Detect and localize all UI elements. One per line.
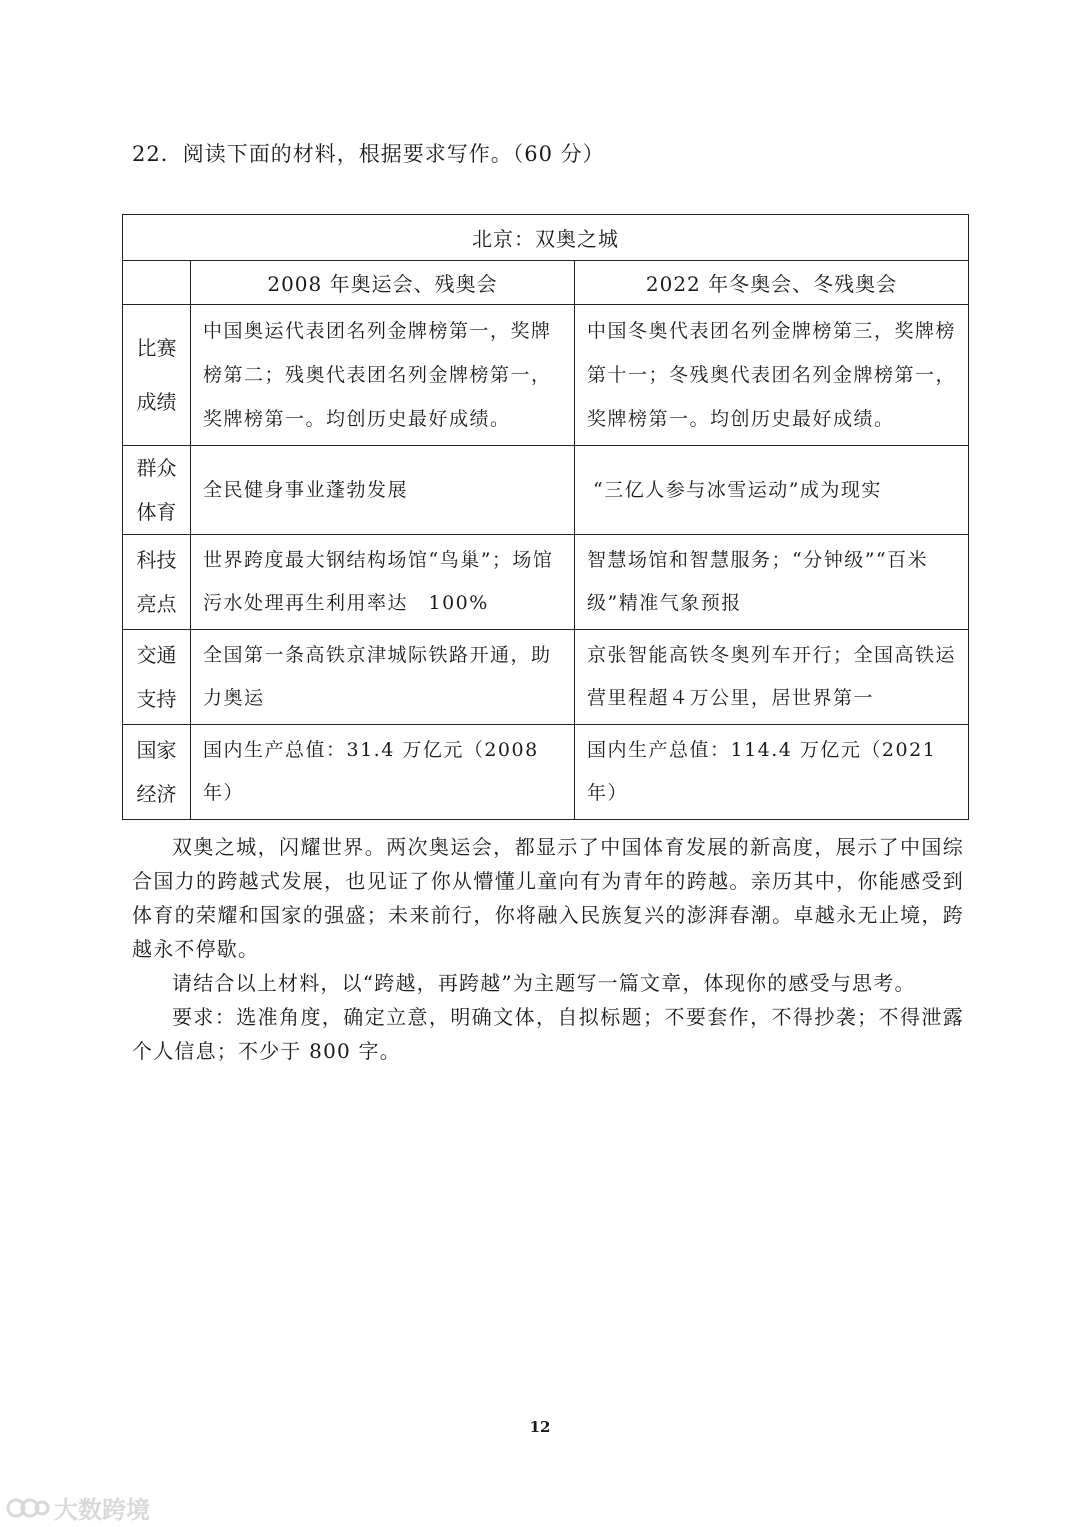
table-caption-row xyxy=(123,215,969,261)
cell-2022-transport: 京张智能高铁冬奥列车开行；全国高铁运营里程超４万公里，居世界第一 xyxy=(575,630,969,725)
cell-2022-technology: 智慧场馆和智慧服务；“分钟级”“百米级”精准气象预报 xyxy=(575,535,969,630)
passage-paragraph: 请结合以上材料，以“跨越，再跨越”为主题写一篇文章，体现你的感受与思考。 xyxy=(172,971,916,995)
table-row xyxy=(123,725,969,820)
cell-2022-results: 中国冬奥代表团名列金牌榜第三，奖牌榜第十一；冬残奥代表团名列金牌榜第一，奖牌榜第一。均创历史最好成绩。 xyxy=(575,305,969,446)
page-number: 12 xyxy=(529,1418,551,1436)
row-label-mass-sports: 群众 体育 xyxy=(123,446,191,535)
table-row xyxy=(123,630,969,725)
cell-2008-results: 中国奥运代表团名列金牌榜第一，奖牌榜第二；残奥代表团名列金牌榜第一，奖牌榜第一。均创历史最好成绩。 xyxy=(191,305,575,446)
row-label-technology: 科技 亮点 xyxy=(123,535,191,630)
cell-2008-economy: 国内生产总值：31.4 万亿元（2008 年） xyxy=(191,725,575,820)
header-2022: 2022 年冬奥会、冬残奥会 xyxy=(575,261,969,305)
watermark xyxy=(6,1490,150,1525)
table-row xyxy=(123,535,969,630)
cell-2008-technology: 世界跨度最大钢结构场馆“鸟巢”；场馆污水处理再生利用率达 100% xyxy=(191,535,575,630)
row-label-results: 比赛 成绩 xyxy=(123,305,191,446)
table-row xyxy=(123,446,969,535)
cell-2008-transport: 全国第一条高铁京津城际铁路开通，助力奥运 xyxy=(191,630,575,725)
watermark-logo-icon xyxy=(6,1496,50,1520)
cell-2022-mass-sports: “三亿人参与冰雪运动”成为现实 xyxy=(575,446,969,535)
table-row xyxy=(123,305,969,446)
row-label-economy: 国家 经济 xyxy=(123,725,191,820)
material-table xyxy=(122,214,969,820)
question-title: 22．阅读下面的材料，根据要求写作。（60 分） xyxy=(132,142,605,166)
table-caption: 北京：双奥之城 xyxy=(123,215,969,261)
watermark-text: 大数跨境 xyxy=(54,1496,150,1524)
passage-paragraph: 要求：选准角度，确定立意，明确文体，自拟标题；不要套作，不得抄袭；不得泄露个人信息；不少于 800 字。 xyxy=(132,1005,964,1063)
writing-prompt xyxy=(132,830,964,1068)
table-header-row xyxy=(123,261,969,305)
cell-2022-economy: 国内生产总值：114.4 万亿元（2021 年） xyxy=(575,725,969,820)
cell-2008-mass-sports: 全民健身事业蓬勃发展 xyxy=(191,446,575,535)
header-2008: 2008 年奥运会、残奥会 xyxy=(191,261,575,305)
passage-paragraph: 双奥之城，闪耀世界。两次奥运会，都显示了中国体育发展的新高度，展示了中国综合国力的跨越式发展，也见证了你从懵懂儿童向有为青年的跨越。亲历其中，你能感受到体育的荣耀和国家的强盛；未来前行，你将融入民族复兴的澎湃春潮。卓越永无止境，跨越永不停歇。 xyxy=(132,835,964,961)
header-empty-cell xyxy=(123,261,191,305)
row-label-transport: 交通 支持 xyxy=(123,630,191,725)
